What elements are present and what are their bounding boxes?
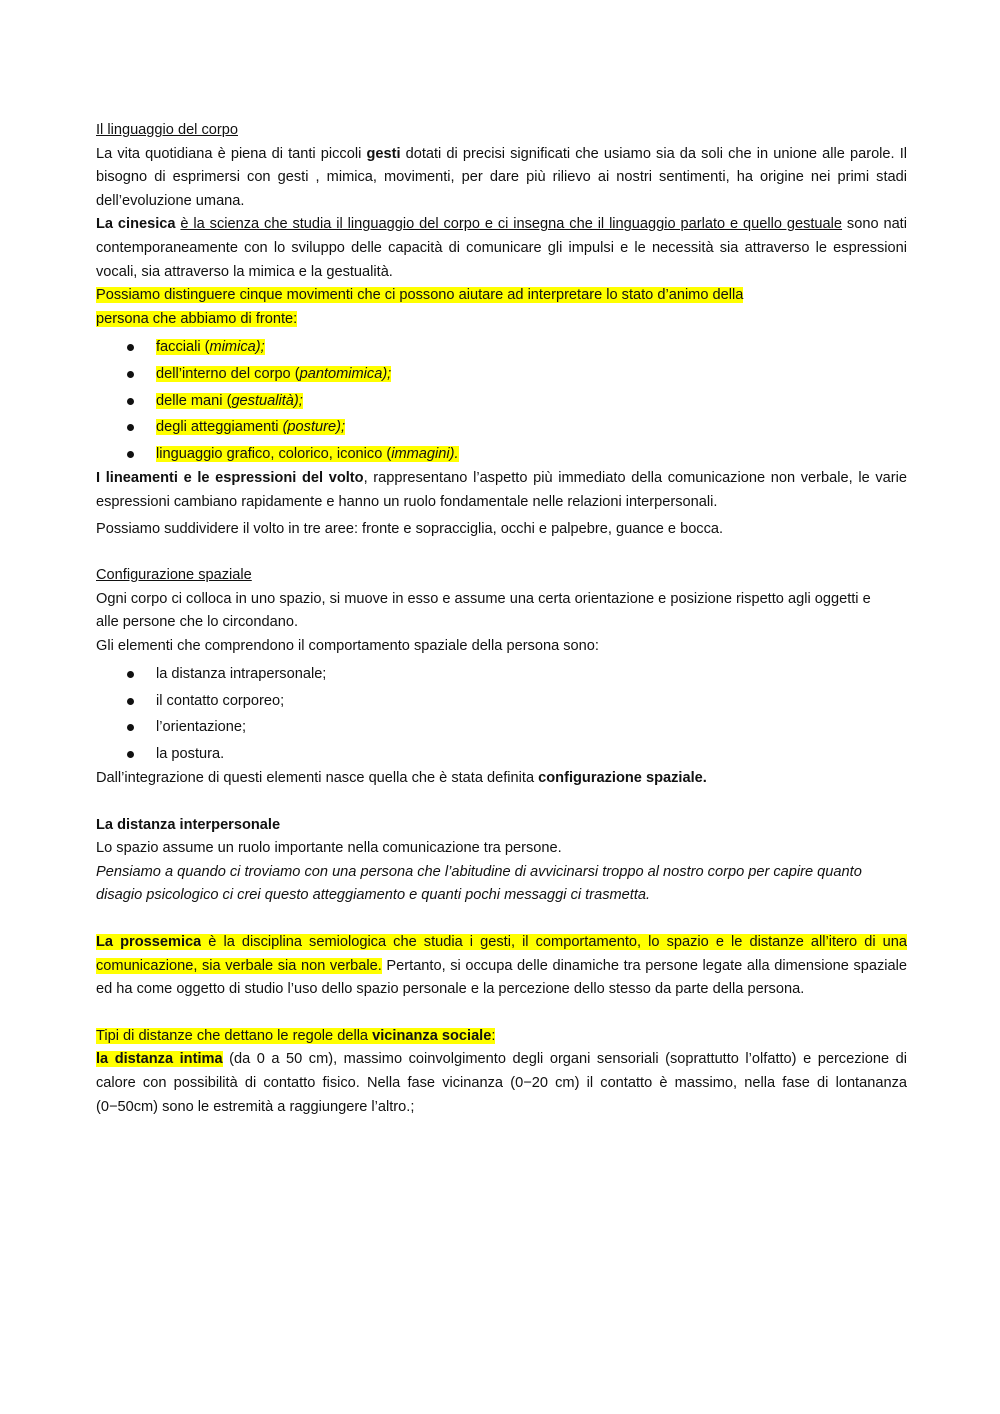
- bullet-icon: [127, 751, 134, 758]
- paragraph-distance-types: [96, 1025, 907, 1049]
- paragraph-cinesica: [96, 213, 907, 284]
- text-run: sono nati contemporaneamente con lo sviluppo delle capacità di comunicare gli impulsi e le necessità sia attraverso le espressioni vocali, sia attraverso la mimica e la gestualità.: [96, 216, 907, 280]
- underlined-definition: è la scienza che studia il linguaggio del corpo e ci insegna che il linguaggio parlato e quello gestuale: [180, 216, 843, 233]
- list-item: [96, 334, 907, 361]
- item-text: delle mani (: [156, 392, 232, 409]
- bold-term-vicinanza: vicinanza sociale: [372, 1027, 492, 1044]
- item-italic: (posture);: [282, 419, 346, 436]
- item-text: la postura.: [156, 745, 225, 762]
- paragraph-body-in-space: Ogni corpo ci colloca in uno spazio, si muove in esso e assume una certa orientazione e posizione rispetto agli oggetti e alle persone che lo circondano.: [96, 590, 871, 631]
- bullet-icon: [127, 451, 134, 458]
- list-item: [96, 714, 907, 740]
- paragraph-intimate-distance: [96, 1048, 907, 1119]
- list-item: [96, 688, 907, 714]
- bullet-icon: [127, 371, 134, 378]
- item-text: l’orientazione;: [156, 719, 247, 736]
- paragraph-integration: [96, 767, 907, 791]
- paragraph-face-expressions: [96, 467, 907, 514]
- paragraph-gestures: [96, 143, 907, 214]
- text-run: La vita quotidiana è piena di tanti piccoli: [96, 145, 367, 162]
- bold-term-gesti: gesti: [366, 145, 401, 162]
- bullet-icon: [127, 724, 134, 731]
- list-item: [96, 361, 907, 388]
- item-italic: mimica);: [209, 339, 265, 356]
- paragraph-elements-intro: Gli elementi che comprendono il comportamento spaziale della persona sono:: [96, 637, 599, 654]
- highlighted-text: Possiamo distinguere cinque movimenti che ci possono aiutare ad interpretare lo stato d’animo della: [96, 287, 744, 304]
- section-title-interpersonal-distance: [96, 814, 907, 838]
- section-title-body-language: Il linguaggio del corpo: [96, 122, 238, 138]
- list-item: [96, 661, 907, 687]
- item-text: linguaggio grafico, colorico, iconico (: [156, 445, 392, 462]
- list-item: [96, 741, 907, 767]
- movements-list: [96, 334, 907, 467]
- item-italic: immagini).: [391, 445, 459, 462]
- bold-term-configurazione: configurazione spaziale.: [538, 770, 707, 787]
- item-text: degli atteggiamenti: [156, 419, 283, 436]
- item-text: la distanza intrapersonale;: [156, 666, 327, 683]
- bullet-icon: [127, 424, 134, 431]
- list-item: [96, 414, 907, 441]
- bullet-icon: [127, 398, 134, 405]
- text-run: Pertanto, si occupa delle dinamiche tra persone legate alla dimensione spaziale ed ha come oggetto di studio l’uso dello spazio personale e la percezione dello stesso da parte della persona.: [96, 957, 907, 998]
- bold-term-lineamenti: I lineamenti e le espressioni del volto: [96, 470, 364, 487]
- item-text: il contatto corporeo;: [156, 692, 285, 709]
- paragraph-face-areas: Possiamo suddividere il volto in tre aree: fronte e sopracciglia, occhi e palpebre, guance e bocca.: [96, 520, 724, 537]
- list-item: [96, 441, 907, 468]
- paragraph-five-movements: [96, 284, 907, 331]
- italic-text: Pensiamo a quando ci troviamo con una persona che l’abitudine di avvicinarsi troppo al nostro corpo per capire quanto disagio psicologico ci crei questo atteggiamento e quanti pochi messaggi ci trasmetta.: [96, 863, 862, 904]
- item-text: facciali (: [156, 339, 210, 356]
- bold-term-distanza-intima: la distanza intima: [96, 1051, 223, 1068]
- text-run: Dall’integrazione di questi elementi nasce quella che è stata definita: [96, 770, 539, 787]
- document-page: [96, 119, 907, 1119]
- highlighted-text: :: [491, 1027, 496, 1044]
- text-run: , rappresentano l’aspetto più immediato della comunicazione non verbale, le varie espressioni cambiano rapidamente e hanno un ruolo fondamentale nelle relazioni interpersonali.: [96, 470, 907, 510]
- bold-term-prossemica: La prossemica: [96, 934, 202, 951]
- list-item: [96, 388, 907, 415]
- text-run: dotati di precisi significati che usiamo sia da soli che in unione alle parole. Il bisogno di esprimersi con gesti , mimica, movimenti, per dare più rilievo ai nostri sentimenti, ha origine nei primi stadi dell’evoluzione umana.: [96, 145, 907, 209]
- paragraph-space-role: Lo spazio assume un ruolo importante nella comunicazione tra persone.: [96, 840, 562, 857]
- bullet-icon: [127, 344, 134, 351]
- item-italic: pantomimica);: [299, 365, 392, 382]
- bold-term-cinesica: La cinesica: [96, 216, 176, 233]
- highlighted-text: è la disciplina semiologica che studia i gesti, il comportamento, lo spazio e le distanze all’itero di una comunicazione, sia verbale sia non verbale.: [96, 934, 907, 974]
- item-italic: gestualità);: [231, 392, 303, 409]
- highlighted-text: Tipi di distanze che dettano le regole della: [96, 1027, 373, 1044]
- section-title-spatial-configuration: Configurazione spaziale: [96, 567, 252, 584]
- paragraph-prossemica: [96, 931, 907, 1002]
- spatial-elements-list: [96, 661, 907, 767]
- paragraph-example: [96, 861, 907, 908]
- highlighted-text: persona che abbiamo di fronte:: [96, 310, 298, 327]
- bullet-icon: [127, 698, 134, 705]
- item-text: dell’interno del corpo (: [156, 365, 300, 382]
- text-run: (da 0 a 50 cm), massimo coinvolgimento degli organi sensoriali (soprattutto l’olfatto) e percezione di calore con possibilità di contatto fisico. Nella fase vicinanza (0−20 cm) il contatto è massimo, nella fase di lontananza (0−50cm) sono le estremità a raggiungere l’altro.;: [96, 1051, 907, 1115]
- bullet-icon: [127, 671, 134, 678]
- bold-heading: La distanza interpersonale: [96, 816, 281, 833]
